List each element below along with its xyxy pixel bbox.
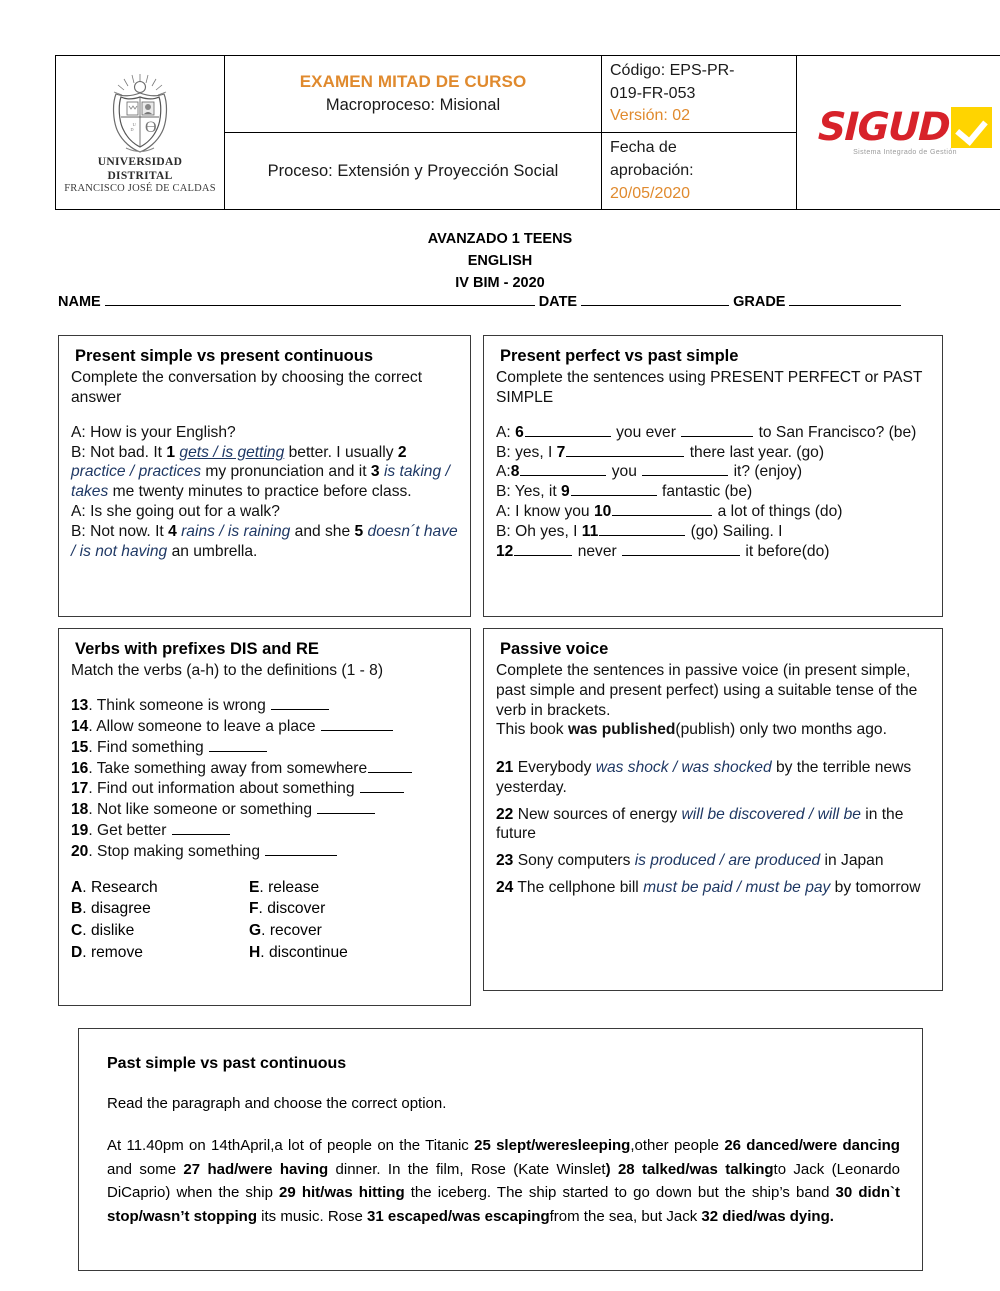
option-d[interactable]: D. remove (71, 944, 143, 962)
dialogue-line-a2: A: Is she going out for a walk? (71, 503, 280, 521)
choice-31[interactable]: 31 escaped/was escaping (367, 1208, 550, 1226)
svg-text:U: U (132, 122, 136, 128)
name-label: NAME (58, 294, 101, 310)
answer-blank[interactable] (571, 483, 657, 496)
answer-blank[interactable] (525, 424, 611, 437)
document-header-table (55, 55, 1000, 210)
options-column-left (71, 877, 249, 964)
options-list (71, 877, 458, 964)
university-name-line1: UNIVERSIDAD DISTRITAL (97, 156, 183, 182)
codigo-cell (602, 56, 797, 133)
choice-30[interactable]: 30 didn`t stop/wasn’t stopping (107, 1184, 900, 1226)
grade-input[interactable] (789, 292, 901, 306)
exam-title-cell (225, 56, 602, 133)
item-8: A:8 you it? (enjoy) (496, 463, 803, 481)
option-h[interactable]: H. discontinue (249, 944, 348, 962)
answer-blank[interactable] (599, 523, 685, 536)
answer-blank[interactable] (368, 760, 412, 773)
options-column-right (249, 877, 348, 964)
answer-blank[interactable] (642, 463, 728, 476)
course-heading (0, 228, 1000, 294)
university-logo-cell (56, 56, 225, 210)
fecha-line2: aprobación: (610, 161, 694, 179)
item-num-5: 5 (354, 523, 364, 541)
option-f[interactable]: F. discover (249, 900, 326, 918)
item-7: B: yes, I 7 there last year. (go) (496, 443, 825, 461)
answer-blank[interactable] (321, 718, 393, 731)
definitions-list (71, 696, 458, 863)
exercise-instruction: Match the verbs (a-h) to the definitions (1 - 8) (71, 662, 384, 680)
item-10: A: I know you 10 a lot of things (do) (496, 503, 843, 521)
date-input[interactable] (581, 292, 729, 306)
item-11: B: Oh yes, I 11 (go) Sailing. I (496, 523, 783, 541)
codigo-line1: Código: EPS-PR- (610, 62, 735, 79)
choice-23[interactable]: is produced / are produced (634, 852, 821, 870)
item-9: B: Yes, it 9 fantastic (be) (496, 483, 753, 501)
svg-text:Ɵ: Ɵ (145, 119, 157, 137)
item-24: 24 The cellphone bill must be paid / must be pay by tomorrow (496, 878, 921, 896)
choice-22[interactable]: will be discovered / will be (681, 805, 861, 823)
definition-15: 15. Find something (71, 738, 458, 759)
course-term: IV BIM - 2020 (455, 275, 545, 292)
option-b[interactable]: B. disagree (71, 900, 151, 918)
choice-25[interactable]: 25 slept/weresleeping (474, 1137, 631, 1154)
fecha-cell (602, 133, 797, 210)
definition-13: 13. Think someone is wrong (71, 696, 458, 717)
sigud-logo (817, 104, 991, 156)
fecha-line1: Fecha de (610, 139, 677, 157)
choice-3[interactable]: is taking / takes (71, 463, 450, 501)
answer-blank[interactable] (265, 843, 337, 856)
proceso-text: Proceso: Extensión y Proyección Social (267, 161, 559, 180)
choice-26[interactable]: 26 danced/were dancing (724, 1137, 900, 1154)
exercise-prefixes (58, 628, 471, 1006)
course-level: AVANZADO 1 TEENS (427, 231, 573, 247)
exercise-instruction: Read the paragraph and choose the correct option. (107, 1095, 447, 1112)
exercise-present-perfect (483, 335, 943, 617)
sigud-wordmark: SIGUD (817, 104, 951, 150)
exercise-title: Verbs with prefixes DIS and RE (75, 640, 319, 658)
exercise-title: Passive voice (500, 640, 609, 658)
definition-19: 19. Get better (71, 821, 458, 842)
exercise-present-simple (58, 335, 471, 617)
option-a[interactable]: A. Research (71, 878, 158, 896)
date-label: DATE (538, 294, 578, 310)
choice-27[interactable]: 27 had/were having (183, 1160, 329, 1178)
choice-28[interactable]: ) 28 talked/was talking (605, 1160, 774, 1178)
past-paragraph: At 11.40pm on 14thApril,a lot of people on the Titanic 25 slept/weresleeping,other people 26 danced/were dancing and some 27 had/were having dinner. In the film, Rose (Kate Winslet) 28 talked/was talkingto Jack (Leonardo DiCaprio) when the ship 29 hit/was hitting the iceberg. The ship started to go down but the ship’s band 30 didn`t stop/wasn’t stopping its music. Rose 31 escaped/was escapingfrom the sea, but Jack 32 died/was dying. (107, 1137, 900, 1226)
answer-blank[interactable] (520, 463, 606, 476)
choice-2[interactable]: practice / practices (71, 463, 201, 481)
name-input[interactable] (105, 292, 535, 306)
item-23: 23 Sony computers is produced / are produced in Japan (496, 852, 884, 870)
answer-blank[interactable] (209, 739, 267, 752)
definition-14: 14. Allow someone to leave a place (71, 717, 458, 738)
passive-items (496, 758, 930, 898)
exercise-title: Present perfect vs past simple (500, 347, 739, 365)
option-c[interactable]: C. dislike (71, 922, 135, 940)
choice-32[interactable]: 32 died/was dying. (701, 1208, 834, 1226)
macroproceso-text: Macroproceso: Misional (325, 95, 501, 114)
svg-text:D: D (130, 127, 134, 133)
definition-18: 18. Not like someone or something (71, 800, 458, 821)
item-num-3: 3 (370, 463, 380, 481)
check-icon (951, 107, 992, 148)
example-answer: was published (567, 721, 676, 739)
course-subject: ENGLISH (467, 253, 533, 270)
exercise-instruction: Complete the sentences using PRESENT PERFECT or PAST SIMPLE (496, 369, 923, 407)
fecha-value: 20/05/2020 (610, 184, 691, 202)
university-name-line2: FRANCISCO JOSÉ DE CALDAS (64, 182, 216, 194)
choice-29[interactable]: 29 hit/was hitting (279, 1184, 405, 1202)
crest-icon (104, 70, 176, 154)
answer-blank[interactable] (317, 801, 375, 814)
option-e[interactable]: E. release (249, 878, 320, 896)
choice-1[interactable]: gets / is getting (179, 443, 285, 461)
choice-21[interactable]: was shock / was shocked (595, 759, 772, 776)
item-6: A: 6 you ever to San Francisco? (be) (496, 423, 917, 441)
exam-title: EXAMEN MITAD DE CURSO (299, 71, 527, 91)
grade-label: GRADE (733, 294, 786, 310)
choice-24[interactable]: must be paid / must be pay (643, 878, 831, 896)
sentences-body (496, 423, 930, 562)
passive-example: This book was published(publish) only two months ago. (496, 721, 887, 739)
sigud-logo-cell (797, 56, 1000, 210)
option-g[interactable]: G. recover (249, 922, 322, 940)
answer-blank[interactable] (566, 444, 684, 457)
answer-blank[interactable] (172, 822, 230, 835)
item-num-1: 1 (166, 443, 176, 461)
exercise-instruction: Complete the sentences in passive voice (in present simple, past simple and present perfect) using a suitable tense of the verb in brackets. (496, 662, 918, 719)
choice-4[interactable]: rains / is raining (181, 523, 291, 541)
item-22: 22 New sources of energy will be discovered / will be in the future (496, 805, 904, 843)
version-text: Versión: 02 (610, 107, 691, 125)
definition-20: 20. Stop making something (71, 842, 458, 863)
item-21: 21 Everybody was shock / was shocked by the terrible news yesterday. (496, 759, 912, 796)
answer-blank[interactable] (622, 543, 740, 556)
proceso-cell (225, 133, 602, 210)
exercise-instruction: Complete the conversation by choosing the correct answer (71, 369, 423, 407)
exercise-title: Present simple vs present continuous (75, 347, 373, 365)
university-crest (64, 70, 216, 195)
item-num-2: 2 (397, 443, 407, 461)
answer-blank[interactable] (271, 697, 329, 710)
answer-blank[interactable] (681, 424, 753, 437)
dialogue-line-b2: B: Not now. It 4 rains / is raining and she 5 doesn´t have / is not having an umbrella. (71, 523, 458, 560)
dialogue-line-a1: A: How is your English? (71, 423, 236, 441)
definition-16: 16. Take something away from somewhere (71, 759, 458, 780)
definition-17: 17. Find out information about something (71, 779, 458, 800)
answer-blank[interactable] (514, 543, 572, 556)
item-12: 12 never it before(do) (496, 542, 830, 560)
exercise-passive-voice (483, 628, 943, 991)
sigud-subtitle: Sistema Integrado de Gestión (853, 148, 957, 156)
choice-5[interactable]: doesn´t have / is not having (71, 523, 458, 560)
dialogue-body (71, 423, 458, 562)
answer-blank[interactable] (612, 503, 712, 516)
student-info-row (58, 292, 948, 310)
exercise-title: Past simple vs past continuous (107, 1055, 347, 1072)
item-num-4: 4 (168, 523, 177, 541)
exercise-past-simple (78, 1028, 923, 1271)
answer-blank[interactable] (360, 780, 404, 793)
codigo-line2: 019-FR-053 (610, 84, 696, 102)
dialogue-line-b1: B: Not bad. It 1 gets / is getting better. I usually 2 practice / practices my pronunciation and it 3 is taking / takes me twenty minutes to practice before class. (71, 443, 450, 501)
